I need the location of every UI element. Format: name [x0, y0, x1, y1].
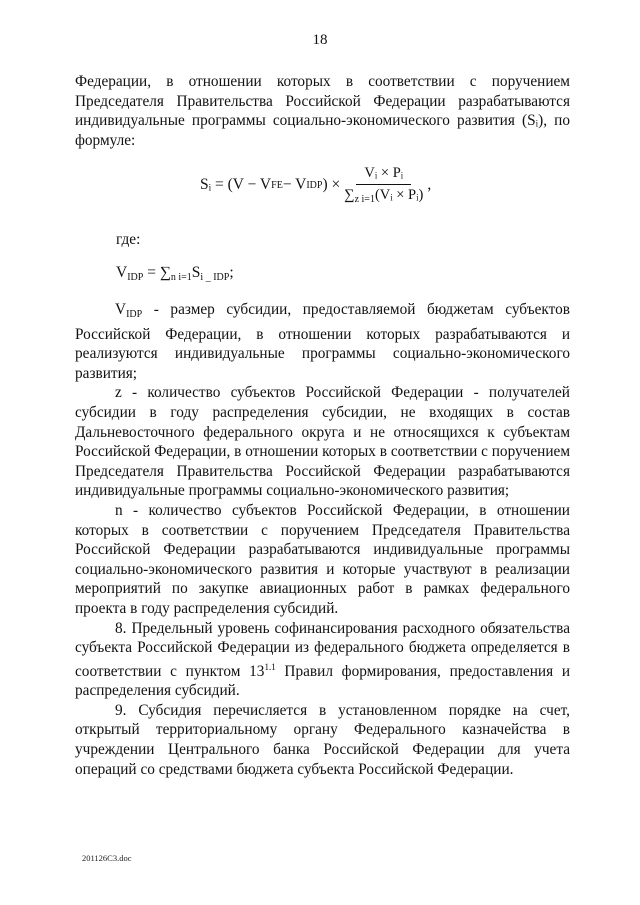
item-8-after: Правил формирования, предоставления и распределения субсидий.	[75, 662, 571, 700]
fraction-numerator: Vᵢ × Pᵢ	[356, 165, 411, 185]
definition-symbol: V	[115, 301, 127, 318]
vfe-subscript: FE	[271, 179, 283, 191]
definition-symbol-subscript: IDP	[126, 309, 143, 320]
definition-text: - количество субъектов Российской Федерации, в отношении которых в соответствии с поручением Председателя Правительства Российской Федерации разрабатываются индивидуальные программы социально-экономического развития и которые участвуют в реализации мероприятий по закупке авиационных работ в рамках федерального проекта в году распределения субсидий.	[75, 501, 570, 617]
vidp-v-subscript: IDP	[127, 272, 144, 283]
definitions-block	[75, 300, 570, 779]
formula-after-paren: ) ×	[322, 176, 341, 193]
definition-text: - размер субсидии, предоставляемой бюджетам субъектов Российской Федерации, в отношении которых разрабатываются и реализуются индивидуальные программы социально-экономического развития;	[75, 301, 570, 382]
vidp-eq: = ∑	[143, 264, 171, 281]
definition-vidp	[75, 300, 570, 383]
vidp-subscript: IDP	[306, 179, 323, 191]
intro-paragraph	[75, 72, 570, 150]
item-8-before: 8. Предельный уровень софинансирования расходного обязательства субъекта Российской Федерации из федерального бюджета определяется в соответствии с пунктом 13	[75, 619, 570, 680]
sum-sign: ∑	[344, 187, 355, 203]
item-9: 9. Субсидия перечисляется в установленном порядке на счет, открытый территориальному органу Федерального казначейства в учреждении Центрального банка Российской Федерации для учета операций со средствами бюджета субъекта Российской Федерации.	[75, 701, 570, 778]
vidp-s: S	[191, 264, 201, 281]
where-label: где:	[116, 231, 141, 248]
formula-trailing: ,	[427, 176, 432, 193]
definition-z	[75, 383, 570, 501]
definition-n	[75, 501, 570, 619]
fraction-denominator	[344, 185, 423, 205]
formula-lhs: Sᵢ = (V − V	[200, 176, 272, 193]
formula-vidp	[116, 264, 234, 283]
formula-fraction	[344, 165, 423, 205]
sum-limits: z i=1	[354, 194, 375, 205]
definition-text: - количество субъектов Российской Федерации - получателей субсидии в году распределения субсидии, не входящих в состав Дальневосточного федерального округа и не относящихся к субъектам Российской Федерации, в отношении которых в соответствии с поручением Председателя Правительства Российской Федерации разрабатываются индивидуальные программы социально-экономического развития;	[75, 384, 570, 500]
definition-symbol: z	[115, 384, 122, 402]
item-8	[75, 619, 570, 701]
vidp-v: V	[116, 264, 128, 281]
vidp-sum-limits: n i=1	[170, 272, 192, 283]
vidp-end: ;	[229, 264, 234, 281]
formula-mid: − V	[282, 176, 307, 193]
item-8-superscript: 1.1	[264, 661, 276, 672]
definition-symbol: n	[115, 501, 123, 519]
footer-doc-code: 201126C3.doc	[82, 853, 132, 863]
vidp-s-subscript: i _ IDP	[200, 272, 230, 283]
page-number: 18	[312, 32, 328, 48]
denominator-rest: (Vᵢ × Pᵢ)	[374, 187, 424, 203]
formula-si	[200, 165, 431, 205]
intro-text: Федерации, в отношении которых в соответствии с поручением Председателя Правительства Российской Федерации разрабатываются индивидуальные программы социально-экономического развития (Sᵢ), по формуле:	[75, 73, 570, 149]
